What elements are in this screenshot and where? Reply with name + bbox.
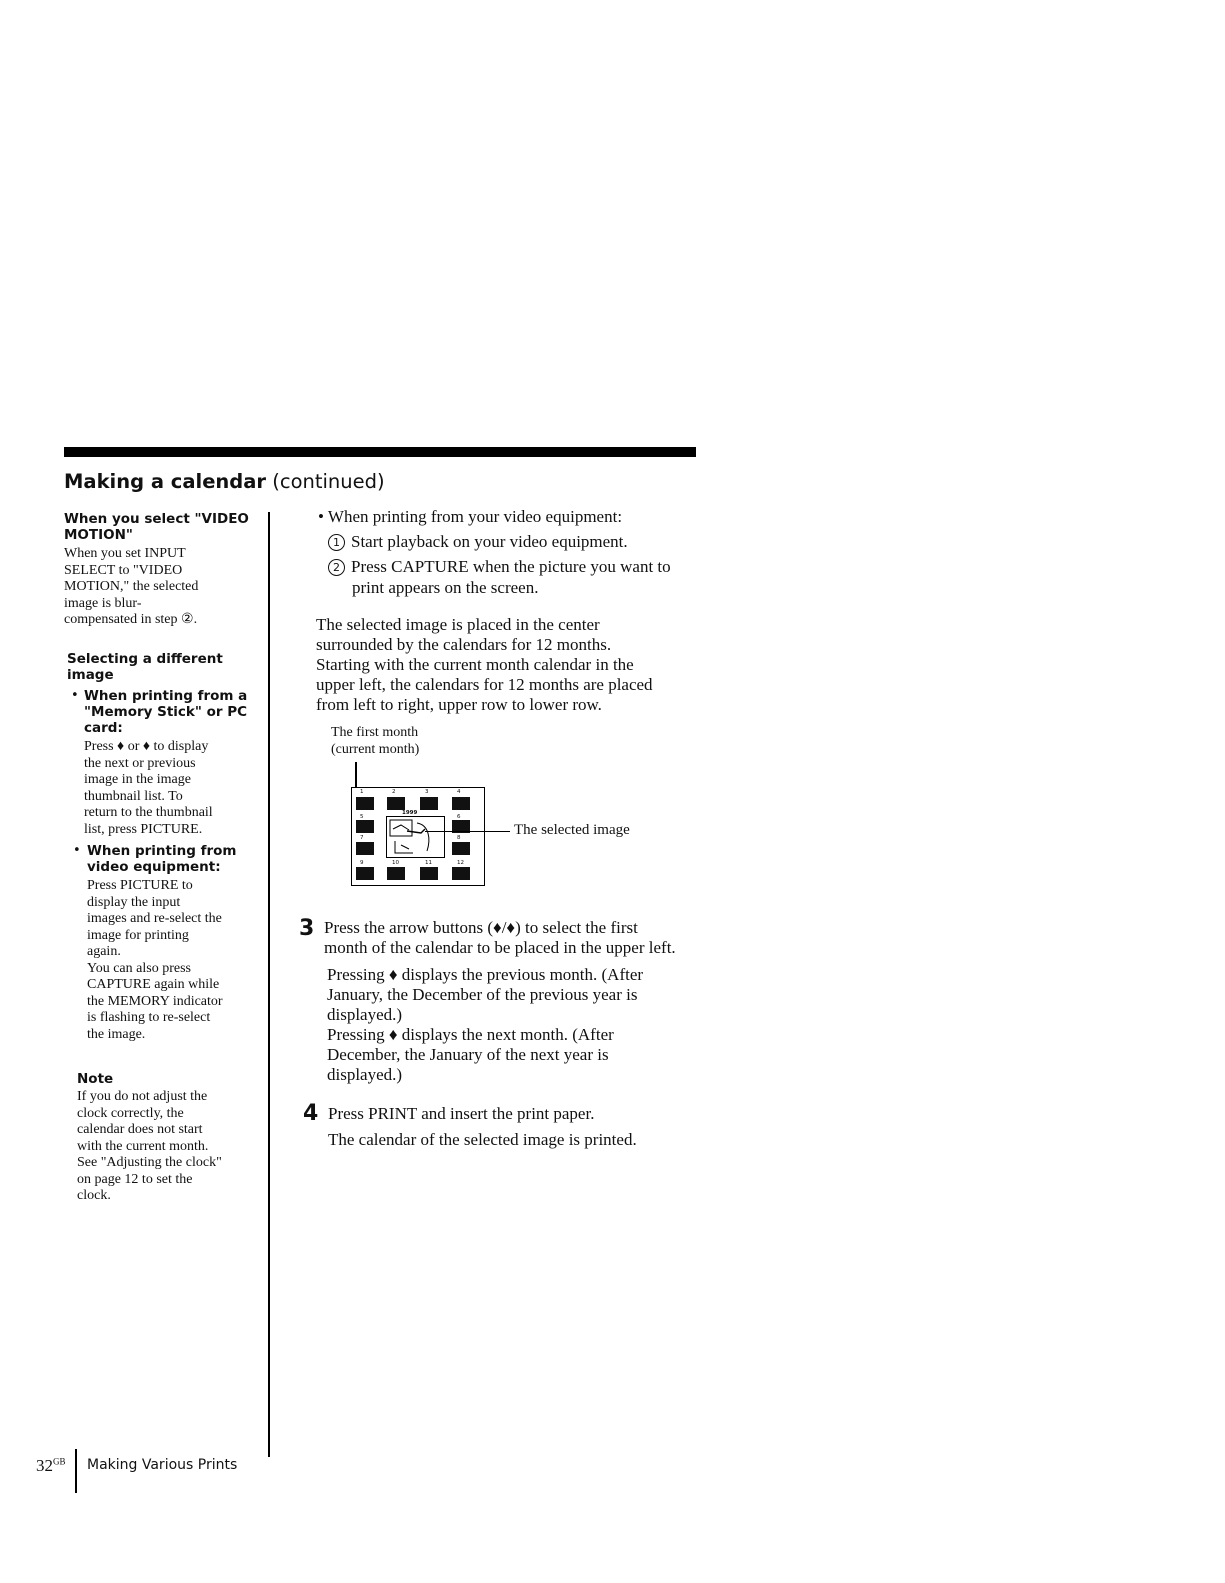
- substep-2: 2 Press CAPTURE when the picture you want to: [328, 557, 671, 577]
- month-number: 8: [457, 835, 461, 841]
- bullet-dot: •: [71, 688, 79, 703]
- substep-1: 1 Start playback on your video equipment.: [328, 532, 628, 552]
- sidebar-memory-heading: When printing from a "Memory Stick" or PC card:: [84, 688, 248, 736]
- month-number: 7: [360, 835, 364, 841]
- month-number: 9: [360, 860, 364, 866]
- note-heading: Note: [77, 1071, 114, 1087]
- selected-image-sketch-icon: [387, 817, 444, 857]
- month-number: 5: [360, 814, 364, 820]
- month-block: [452, 797, 470, 810]
- year-label: 1999: [402, 810, 418, 816]
- sidebar-different-image-heading: Selecting a different image: [67, 651, 223, 683]
- footer-divider: [75, 1449, 77, 1493]
- selected-image-pointer-line: [425, 831, 510, 832]
- footer-section-title: Making Various Prints: [87, 1457, 238, 1473]
- circled-number: 1: [328, 534, 345, 551]
- month-block: [420, 797, 438, 810]
- circled-number: 2: [328, 559, 345, 576]
- sidebar-video-body: Press PICTURE to display the input images and re-select the image for printing again. You can also press CAPTURE again while the MEMORY indicator is flashing to re-select the image.: [87, 878, 223, 1042]
- month-block: [356, 797, 374, 810]
- page-number: $32^{GB}$: [36, 1456, 66, 1475]
- month-number: 3: [425, 789, 429, 795]
- bullet-dot: •: [73, 843, 81, 858]
- sidebar-video-motion-heading: When you select "VIDEO MOTION": [64, 511, 249, 543]
- month-number: 6: [457, 814, 461, 820]
- page-title-main: Making a calendar: [64, 470, 267, 493]
- step-3-detail: Pressing ♦ displays the previous month. (After January, the December of the previous year is displayed.) Pressing ♦ displays the next month. (After December, the January of the next year is displayed.): [327, 965, 644, 1084]
- month-number: 11: [425, 860, 432, 866]
- month-block: [452, 867, 470, 880]
- calendar-layout-diagram: [351, 787, 485, 886]
- sidebar-memory-body: Press ♦ or ♦ to display the next or previous image in the image thumbnail list. To return to the thumbnail list, press PICTURE.: [84, 739, 213, 837]
- diagram-label-selected-image: The selected image: [514, 822, 630, 838]
- step-3-instruction: Press the arrow buttons (♦/♦) to select the first month of the calendar to be placed in the upper left.: [324, 918, 676, 957]
- month-block: [420, 867, 438, 880]
- step-4-number: 4: [303, 1101, 319, 1126]
- sidebar-video-motion-body: When you set INPUT SELECT to "VIDEO MOTION," the selected image is blur- compensated in step ②.: [64, 546, 199, 627]
- sidebar-video-heading: When printing from video equipment:: [87, 843, 237, 875]
- bullet-dot: •: [318, 507, 328, 526]
- month-block: [387, 797, 405, 810]
- selected-image-thumbnail: [386, 816, 445, 858]
- month-number: 2: [392, 789, 396, 795]
- page-title-continued: (continued): [272, 470, 385, 493]
- step-4-instruction: Press PRINT and insert the print paper.: [328, 1104, 595, 1123]
- step-4-result: The calendar of the selected image is printed.: [328, 1130, 637, 1149]
- main-bullet-video: • When printing from your video equipment:: [318, 507, 623, 526]
- month-block: [452, 842, 470, 855]
- month-number: 12: [457, 860, 464, 866]
- page-title: [64, 470, 385, 493]
- step-3-number: 3: [299, 916, 315, 941]
- month-block: [356, 867, 374, 880]
- column-divider: [268, 512, 270, 1457]
- month-number: 4: [457, 789, 461, 795]
- month-number: 10: [392, 860, 399, 866]
- month-block: [356, 820, 374, 833]
- month-block: [387, 867, 405, 880]
- note-body: If you do not adjust the clock correctly, the calendar does not start with the current month. See "Adjusting the clock" on page 12 to set the clock.: [77, 1089, 222, 1203]
- placement-paragraph: The selected image is placed in the center surrounded by the calendars for 12 months. Starting with the current month calendar in the upper left, the calendars for 12 months are placed from left to right, upper row to lower row.: [316, 615, 653, 714]
- month-block: [356, 842, 374, 855]
- header-rule: [64, 447, 696, 457]
- diagram-label-first-month: The first month (current month): [331, 725, 420, 757]
- month-number: 1: [360, 789, 364, 795]
- substep-2-continued: print appears on the screen.: [352, 578, 539, 597]
